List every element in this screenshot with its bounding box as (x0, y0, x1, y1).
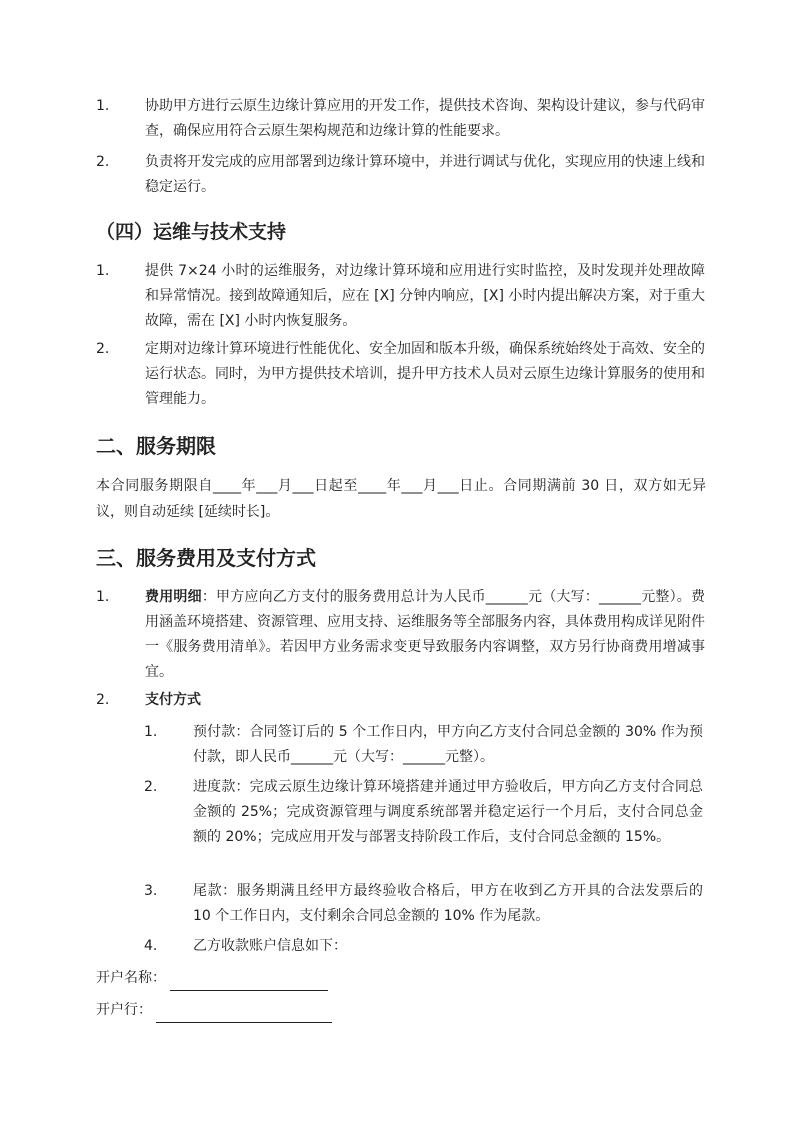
section-heading-term: 二、服务期限 (96, 434, 216, 458)
account-name-blank[interactable] (170, 972, 328, 991)
account-bank-blank[interactable] (156, 1004, 332, 1023)
term-paragraph: 本合同服务期限自____年___月___日起至____年___月___日止。合同期满前 30 日，双方如无异议，则自动延续 [延续时长]。 (96, 478, 706, 520)
list-number: 2. (96, 692, 110, 708)
list-item-text: 定期对边缘计算环境进行性能优化、安全加固和版本升级，确保系统始终处于高效、安全的运行状态。同时，为甲方提供技术培训，提升甲方技术人员对云原生边缘计算服务的使用和管理能力。 (145, 341, 705, 407)
fee-text: ：甲方应向乙方支付的服务费用总计为人民币______元（大写：______元整）。费用涵盖环境搭建、资源管理、应用支持、运维服务等全部服务内容，具体费用构成详见附件一《服务费用清单》。若因甲方业务需求变更导致服务内容调整，双方另行协商费用增减事宜。 (145, 589, 706, 680)
sub-list-number: 1. (144, 724, 158, 740)
fee-label: 费用明细 (145, 589, 202, 605)
list-number: 2. (96, 341, 110, 357)
sub-list-item-text: 尾款：服务期满且经甲方最终验收合格后，甲方在收到乙方开具的合法发票后的 10 个工作日内，支付剩余合同总金额的 10% 作为尾款。 (193, 883, 703, 924)
section-heading-ops: （四）运维与技术支持 (96, 221, 287, 243)
account-bank-label: 开户行： (96, 1002, 152, 1018)
sub-list-number: 2. (144, 779, 158, 795)
sub-list-number: 3. (144, 883, 158, 899)
list-item-text: 负责将开发完成的应用部署到边缘计算环境中，并进行调试与优化，实现应用的快速上线和稳定运行。 (145, 154, 705, 195)
list-number: 2. (96, 154, 110, 170)
section-heading-fees: 三、服务费用及支付方式 (96, 546, 316, 570)
account-name-row (96, 966, 328, 991)
list-number: 1. (96, 98, 110, 114)
list-item-text: 协助甲方进行云原生边缘计算应用的开发工作，提供技术咨询、架构设计建议，参与代码审查，确保应用符合云原生架构规范和边缘计算的性能要求。 (145, 98, 705, 139)
payment-label: 支付方式 (145, 692, 201, 708)
list-number: 1. (96, 263, 110, 279)
list-number: 1. (96, 589, 110, 605)
list-item-text: 提供 7×24 小时的运维服务，对边缘计算环境和应用进行实时监控，及时发现并处理故障和异常情况。接到故障通知后，应在 [X] 分钟内响应，[X] 小时内提出解决方案，对于重大故障，需在 [X] 小时内恢复服务。 (145, 263, 705, 329)
sub-list-item-text: 进度款：完成云原生边缘计算环境搭建并通过甲方验收后，甲方向乙方支付合同总金额的 25%；完成资源管理与调度系统部署并稳定运行一个月后，支付合同总金额的 20%；完成应用开发与部署支持阶段工作后，支付合同总金额的 15%。 (193, 779, 703, 845)
account-name-label: 开户名称： (96, 970, 166, 986)
sub-list-item-text: 乙方收款账户信息如下： (193, 938, 347, 954)
sub-list-number: 4. (144, 938, 158, 954)
account-bank-row (96, 998, 332, 1023)
sub-list-item-text: 预付款：合同签订后的 5 个工作日内，甲方向乙方支付合同总金额的 30% 作为预付款，即人民币______元（大写：______元整）。 (193, 724, 703, 765)
fee-item (145, 585, 705, 685)
